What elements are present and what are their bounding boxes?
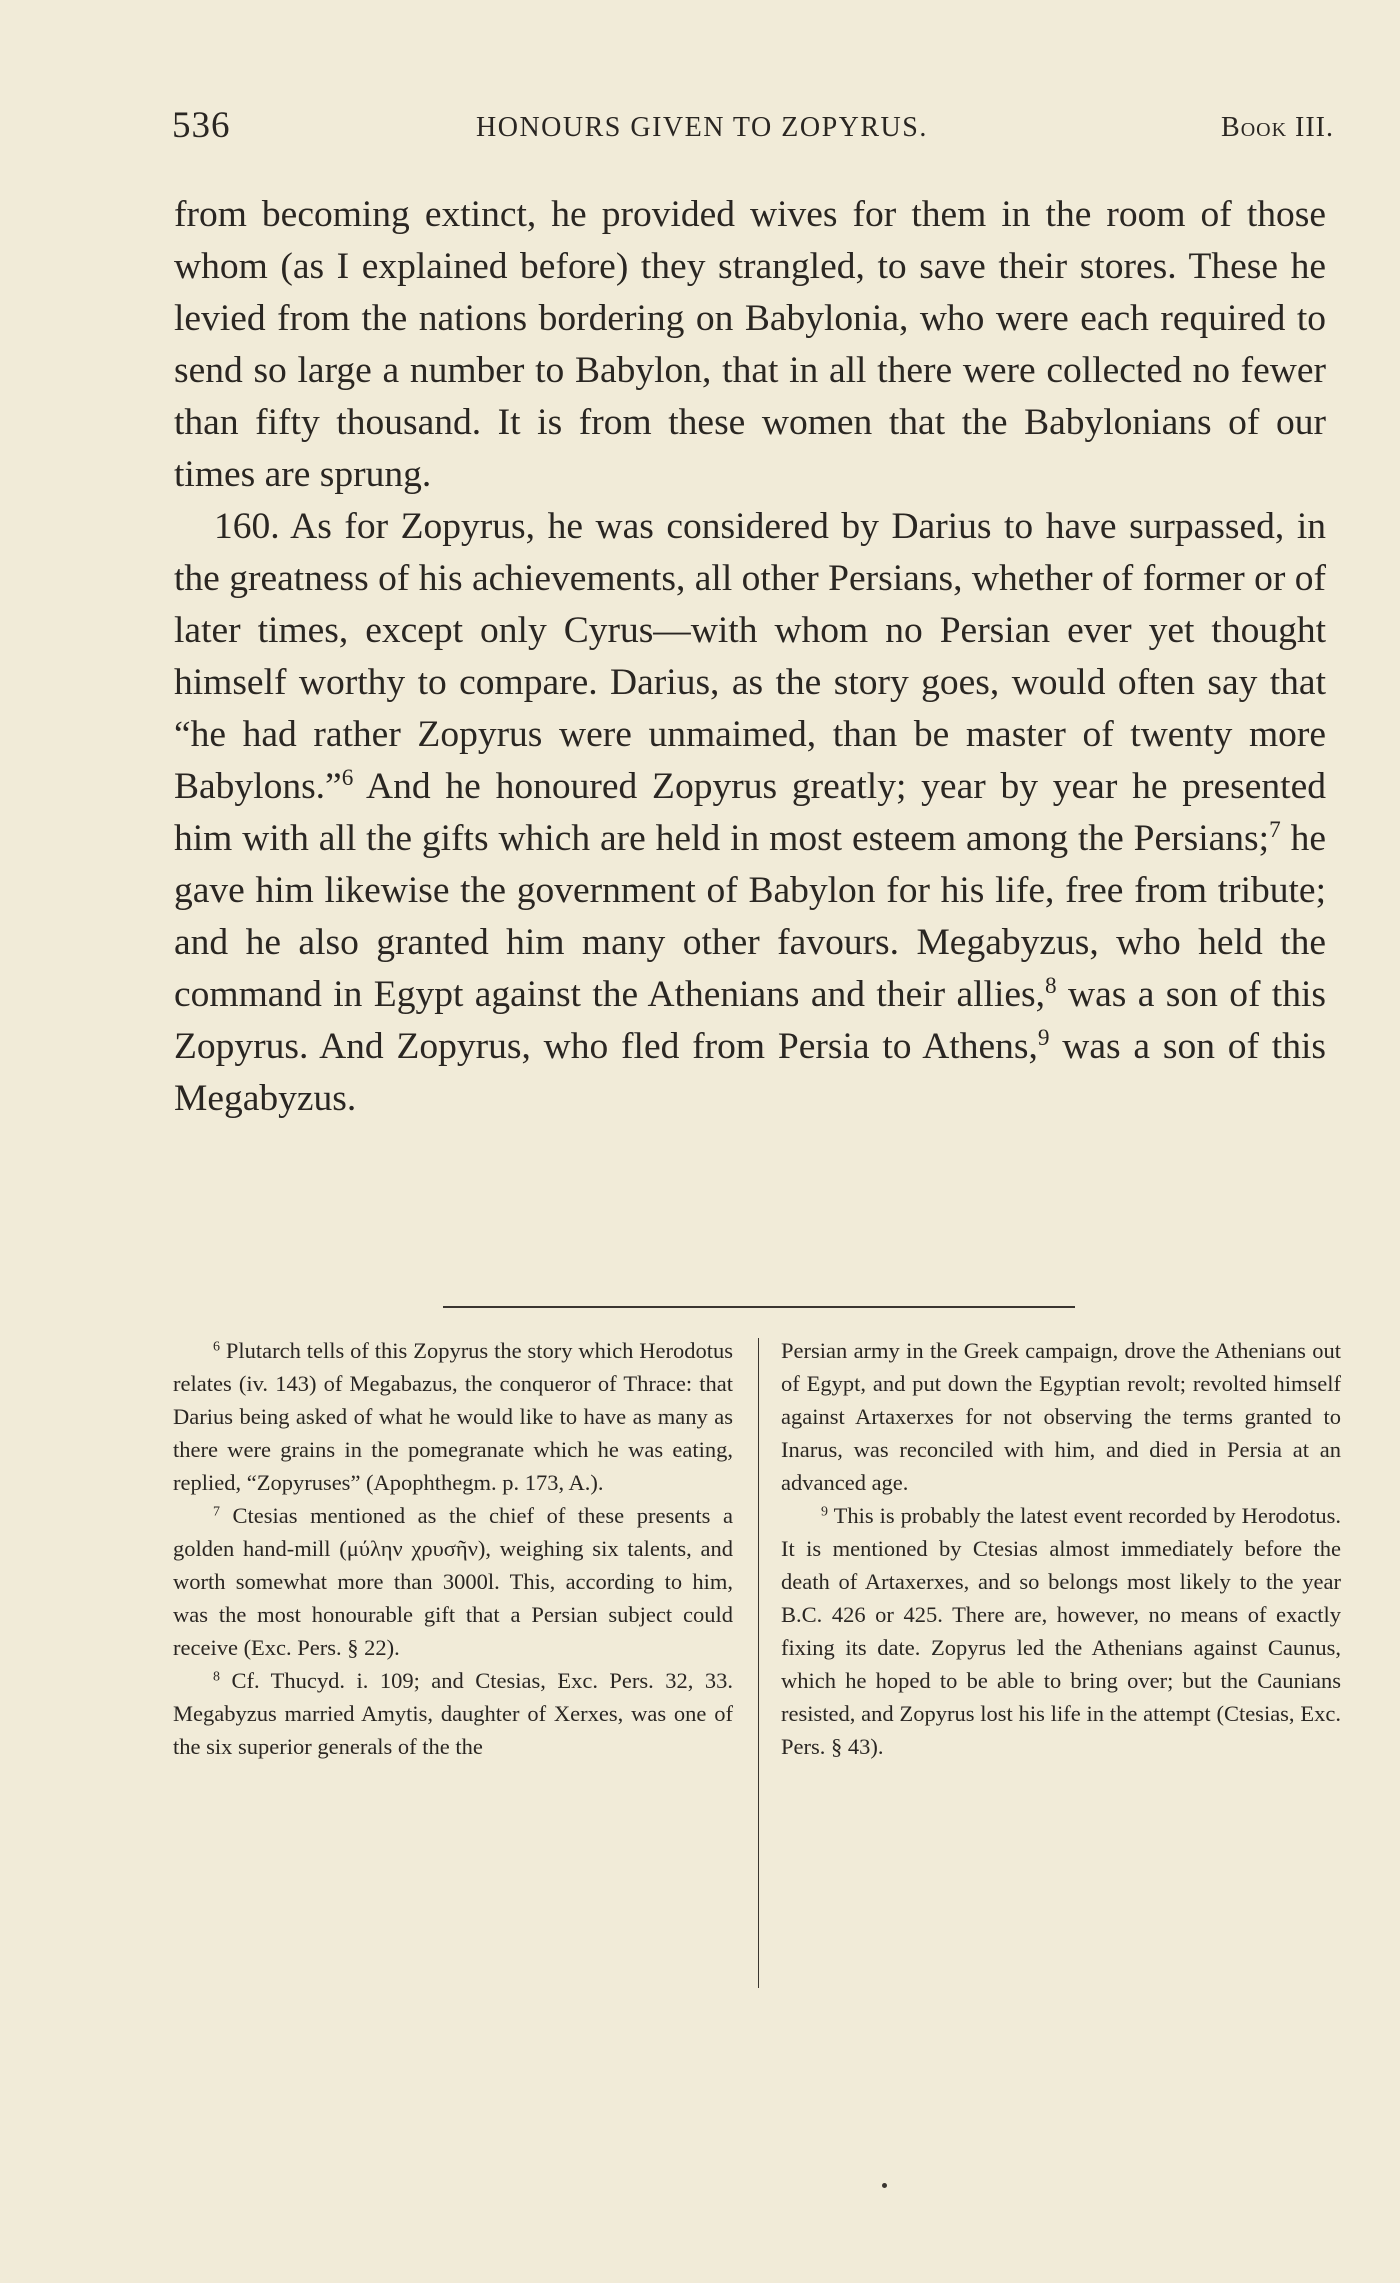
paragraph-160 xyxy=(174,501,1326,1125)
footnote-ref-7[interactable]: 7 xyxy=(1269,817,1281,844)
footnote-8-number: 8 xyxy=(213,1669,220,1685)
paragraph-160-part-b: And he honoured Zopyrus greatly; year by year he presented him with all the gifts which are held in most esteem among the Persians; xyxy=(174,766,1326,859)
footnote-8-text: Cf. Thucyd. i. 109; and Ctesias, Exc. Pers. 32, 33. Megabyzus married Amytis, daughter of Xerxes, was one of the six superior generals of the the xyxy=(173,1668,733,1759)
footnote-8 xyxy=(173,1664,733,1763)
paragraph-160-part-e: was a son of this Megabyzus. xyxy=(174,1026,1326,1119)
footnote-7-number: 7 xyxy=(213,1504,220,1520)
footnote-6-text: Plutarch tells of this Zopyrus the story which Herodotus relates (iv. 143) of Megabazus, the conqueror of Thrace: that Darius being asked of what he would like to have as many as there were grains in the pomegranate which he was eating, replied, “Zopyruses” (Apophthegm. p. 173, A.). xyxy=(173,1338,733,1495)
print-speck xyxy=(882,2183,887,2188)
footnote-ref-9[interactable]: 9 xyxy=(1037,1025,1050,1052)
footnote-9-number: 9 xyxy=(821,1504,828,1520)
paragraph-160-part-d: was a son of this Zopyrus. And Zopyrus, who fled from Persia to Athens, xyxy=(174,974,1326,1067)
footnotes-left-column xyxy=(173,1334,733,1763)
main-text xyxy=(174,189,1326,1125)
paragraph-160-part-a: 160. As for Zopyrus, he was considered by Darius to have surpassed, in the greatness of his achievements, all other Persians, whether of former or of later times, except only Cyrus—with whom no Persian ever yet thought himself worthy to compare. Darius, as the story goes, would often say that “he had rather Zopyrus were unmaimed, than be master of twenty more Babylons.” xyxy=(174,506,1326,807)
footnote-7-text: Ctesias mentioned as the chief of these presents a golden hand-mill (μύλην χρυσῆν), weighing six talents, and worth somewhat more than 3000l. This, according to him, was the most honourable gift that a Persian subject could receive (Exc. Pers. § 22). xyxy=(173,1503,733,1660)
footnote-6 xyxy=(173,1334,733,1499)
footnote-ref-8[interactable]: 8 xyxy=(1045,973,1057,1000)
footnote-7 xyxy=(173,1499,733,1664)
book-reference: Book III. xyxy=(1221,112,1334,143)
footnote-separator-rule xyxy=(443,1306,1075,1308)
paragraph-160-part-c: he gave him likewise the government of Babylon for his life, free from tribute; and he also granted him many other favours. Megabyzus, who held the command in Egypt against the Athenians and their allies, xyxy=(174,818,1326,1015)
footnote-column-divider xyxy=(758,1338,759,1988)
footnote-8-continued: Persian army in the Greek campaign, drove the Athenians out of Egypt, and put down the Egyptian revolt; revolted himself against Artaxerxes for not observing the terms granted to Inarus, was reconciled with him, and died in Persia at an advanced age. xyxy=(781,1338,1341,1495)
page-header xyxy=(172,104,1334,154)
footnote-9 xyxy=(781,1499,1341,1763)
footnote-9-text: This is probably the latest event recorded by Herodotus. It is mentioned by Ctesias almost immediately before the death of Artaxerxes, and so belongs most likely to the year B.C. 426 or 425. There are, however, no means of exactly fixing its date. Zopyrus led the Athenians against Caunus, which he hoped to be able to bring over; but the Caunians resisted, and Zopyrus lost his life in the attempt (Ctesias, Exc. Pers. § 43). xyxy=(781,1503,1341,1759)
running-title: HONOURS GIVEN TO ZOPYRUS. xyxy=(476,112,928,143)
page-number: 536 xyxy=(172,105,231,146)
paragraph-continued: from becoming extinct, he provided wives for them in the room of those whom (as I explained before) they strangled, to save their stores. These he levied from the nations bordering on Babylonia, who were each required to send so large a number to Babylon, that in all there were collected no fewer than fifty thousand. It is from these women that the Babylonians of our times are sprung. xyxy=(174,194,1326,495)
footnote-ref-6[interactable]: 6 xyxy=(341,765,354,792)
footnote-6-number: 6 xyxy=(213,1339,220,1355)
footnotes-right-column xyxy=(781,1334,1341,1763)
